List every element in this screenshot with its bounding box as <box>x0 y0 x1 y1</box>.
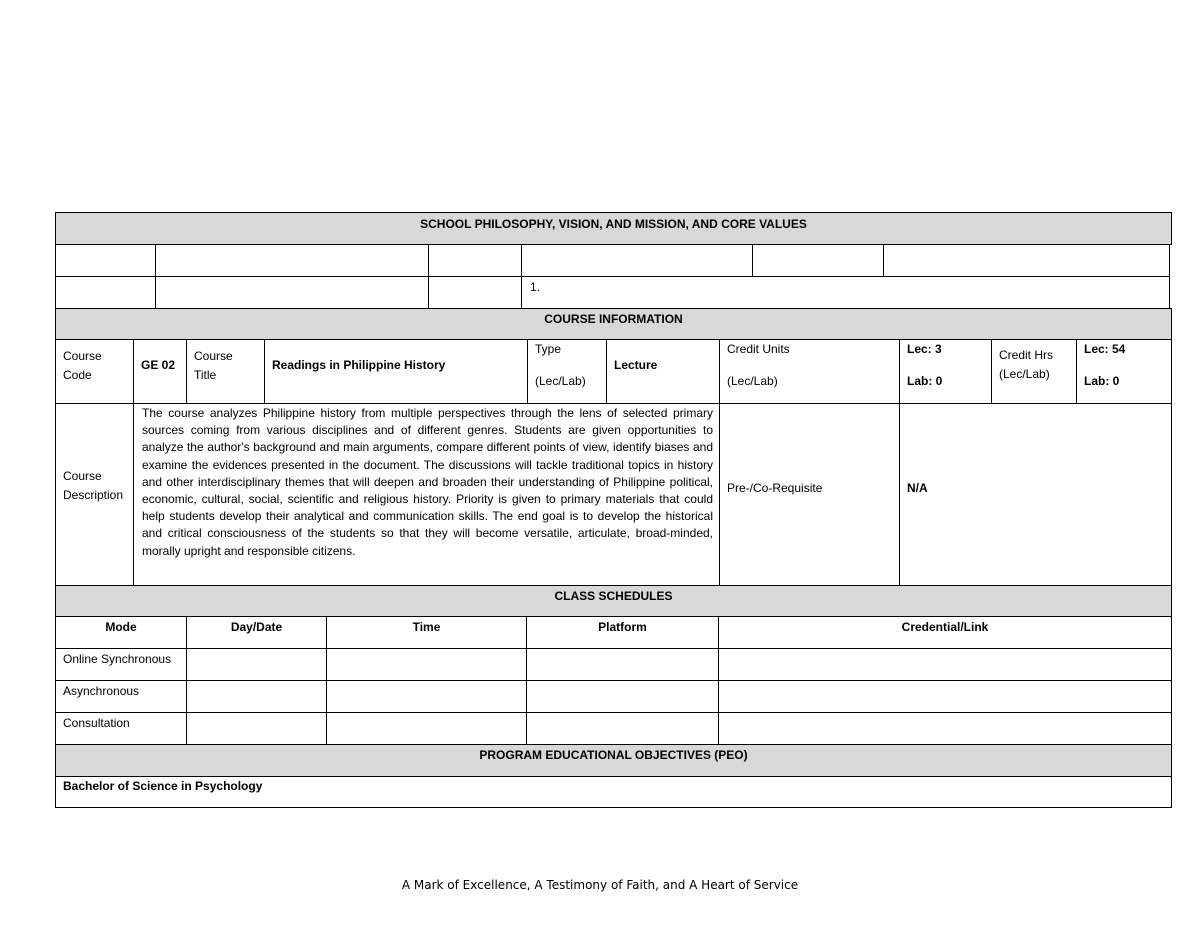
course-title-label: Course Title <box>194 349 233 382</box>
class-schedules-header-text: CLASS SCHEDULES <box>554 589 673 603</box>
class-schedules-section-header <box>55 585 1172 617</box>
peo-program-name: Bachelor of Science in Psychology <box>63 779 263 793</box>
schedule-col-credential-link: Credential/Link <box>901 620 989 634</box>
lab-hrs-value: Lab: 0 <box>1084 374 1120 388</box>
lab-units-value: Lab: 0 <box>907 374 943 388</box>
prereq-label: Pre-/Co-Requisite <box>727 481 823 495</box>
peo-section-header <box>55 744 1172 777</box>
schedule-col-platform: Platform <box>598 620 647 634</box>
prereq-value: N/A <box>907 481 928 495</box>
schedule-row-line-2 <box>55 680 1172 681</box>
schedule-row-mode: Online Synchronous <box>63 652 172 666</box>
schedule-row-mode: Asynchronous <box>63 684 140 698</box>
philosophy-section-header <box>55 212 1172 245</box>
philosophy-row-1-divider-4 <box>752 244 753 277</box>
course-description-text: The course analyzes Philippine history from multiple perspectives through the lens of selected primary sources coming from various disciplines and of different genres. Students are given opportunities to analyze the author's background and main arguments, compare different points of view, identify biases and examine the evidences presented in the document. The discussions will tackle traditional topics in history and other interdisciplinary themes that will deepen and broaden their understanding of Philippine political, economic, cultural, social, scientific and religious history. Priority is given to primary materials that could help students develop their analytical and communication skills. The end goal is to develop the historical and critical consciousness of the students so that they will become versatile, articulate, broad-minded, morally upright and responsible citizens. <box>142 406 713 558</box>
peo-header-text: PROGRAM EDUCATIONAL OBJECTIVES (PEO) <box>479 748 748 762</box>
schedule-col-time: Time <box>412 620 441 634</box>
type-value: Lecture <box>614 358 658 372</box>
course-code-value: GE 02 <box>141 358 176 372</box>
philosophy-item-number: 1. <box>530 280 541 294</box>
footer-motto: A Mark of Excellence, A Testimony of Faith, and A Heart of Service <box>401 878 799 892</box>
schedule-row-line-1 <box>55 648 1172 649</box>
lec-units-value: Lec: 3 <box>907 342 942 356</box>
type-label: Type <box>535 342 562 356</box>
philosophy-header-text: SCHOOL PHILOSOPHY, VISION, AND MISSION, AND CORE VALUES <box>420 217 807 231</box>
philosophy-row-1-divider-5 <box>883 244 884 277</box>
schedule-col-day-date: Day/Date <box>230 620 283 634</box>
course-info-section-header <box>55 308 1172 340</box>
schedule-row-mode: Consultation <box>63 716 130 730</box>
course-title-value: Readings in Philippine History <box>272 358 446 372</box>
lec-hrs-value: Lec: 54 <box>1084 342 1126 356</box>
course-code-label: Course Code <box>63 349 102 382</box>
course-info-header-text: COURSE INFORMATION <box>544 312 683 326</box>
schedule-row-line-3 <box>55 712 1172 713</box>
philosophy-row-1 <box>55 244 1170 277</box>
schedule-col-mode: Mode <box>105 620 137 634</box>
type-sub-label: (Lec/Lab) <box>535 374 586 388</box>
credit-units-sub-label: (Lec/Lab) <box>727 374 778 388</box>
credit-units-label: Credit Units <box>727 342 790 356</box>
credit-hrs-label: Credit Hrs (Lec/Lab) <box>999 348 1054 381</box>
course-description-label: Course Description <box>63 469 124 502</box>
